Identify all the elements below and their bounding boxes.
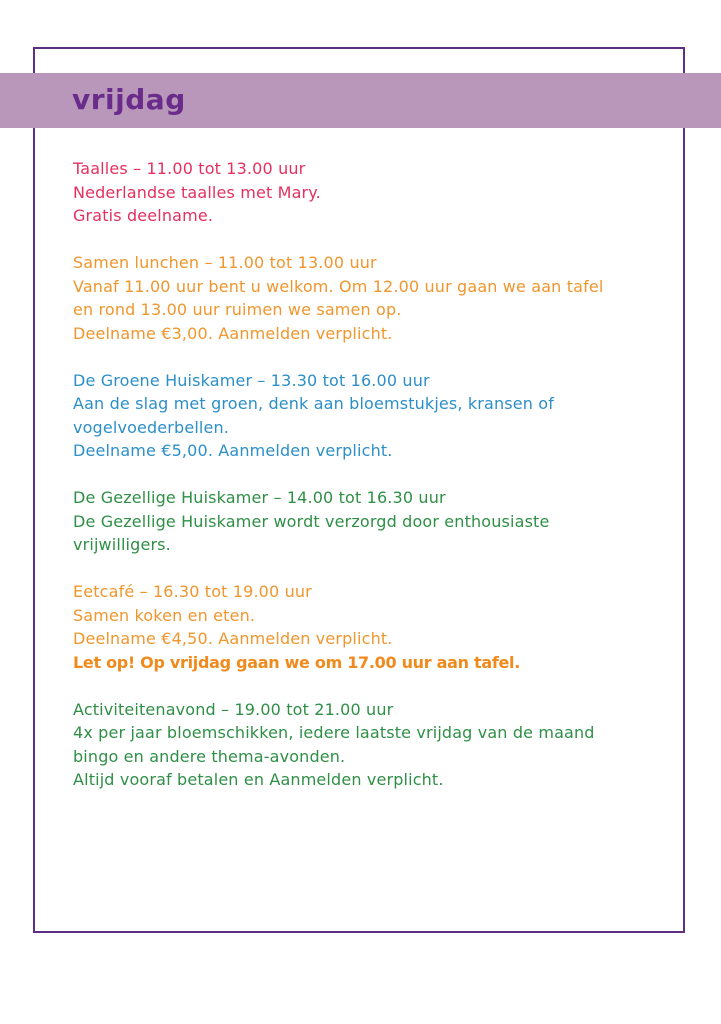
activity-block	[73, 251, 673, 345]
activity-detail: Nederlandse taalles met Mary.	[73, 182, 321, 202]
activity-detail: en rond 13.00 uur ruimen we samen op.	[73, 300, 402, 319]
page-title: vrijdag	[72, 83, 186, 116]
activity-block	[73, 157, 673, 228]
activity-block	[73, 486, 673, 557]
activity-detail: Deelname €5,00. Aanmelden verplicht.	[73, 441, 393, 460]
activity-title: Eetcafé – 16.30 tot 19.00 uur	[73, 582, 312, 601]
activity-detail: Gratis deelname.	[73, 206, 214, 225]
activity-block	[73, 698, 673, 792]
activity-detail: Samen koken en eten.	[73, 605, 256, 625]
activity-detail: Deelname €3,00. Aanmelden verplicht.	[73, 323, 393, 343]
activity-title: De Gezellige Huiskamer – 14.00 tot 16.30 uur	[73, 488, 446, 507]
activity-detail: De Gezellige Huiskamer wordt verzorgd door enthousiaste	[73, 511, 550, 531]
activity-block	[73, 580, 673, 674]
activity-detail: vrijwilligers.	[73, 535, 171, 554]
activity-detail: vogelvoederbellen.	[73, 417, 230, 437]
activity-detail: Vanaf 11.00 uur bent u welkom. Om 12.00 uur gaan we aan tafel	[73, 276, 604, 296]
activity-detail: Aan de slag met groen, denk aan bloemstukjes, kransen of	[73, 394, 554, 413]
activity-notice: Let op! Op vrijdag gaan we om 17.00 uur aan tafel.	[73, 652, 521, 672]
activity-block	[73, 369, 673, 463]
activity-detail: bingo en andere thema-avonden.	[73, 746, 346, 766]
activity-title: Activiteitenavond – 19.00 tot 21.00 uur	[73, 699, 394, 719]
activity-detail: Altijd vooraf betalen en Aanmelden verplicht.	[73, 770, 444, 789]
activity-title: De Groene Huiskamer – 13.30 tot 16.00 uur	[73, 370, 430, 390]
activity-list	[73, 157, 673, 815]
activity-title: Taalles – 11.00 tot 13.00 uur	[73, 159, 306, 178]
activity-title: Samen lunchen – 11.00 tot 13.00 uur	[73, 253, 377, 272]
activity-detail: 4x per jaar bloemschikken, iedere laatste vrijdag van de maand	[73, 723, 595, 742]
activity-detail: Deelname €4,50. Aanmelden verplicht.	[73, 629, 393, 648]
